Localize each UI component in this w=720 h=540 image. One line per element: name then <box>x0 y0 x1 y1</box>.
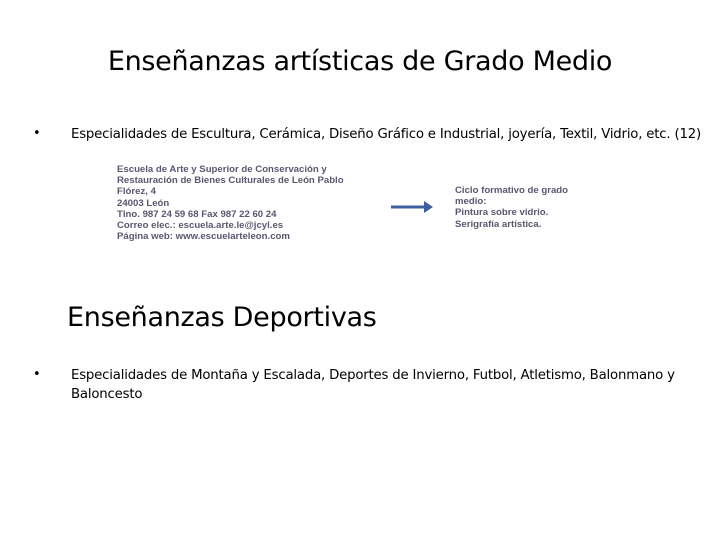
school-line: Tlno. 987 24 59 68 Fax 987 22 60 24 <box>117 208 277 220</box>
section-2-bullet-text <box>71 366 675 404</box>
school-info-image <box>117 164 344 242</box>
bullet-marker: • <box>33 367 41 382</box>
cycle-line: medio: <box>455 196 487 208</box>
cycle-info-image <box>455 185 568 230</box>
section-2-title: Enseñanzas Deportivas <box>67 302 377 333</box>
school-line: Flórez, 4 <box>117 186 156 198</box>
right-arrow-icon <box>390 200 434 214</box>
school-line: 24003 León <box>117 197 170 209</box>
section-1-bullet-text: Especialidades de Escultura, Cerámica, Diseño Gráfico e Industrial, joyería, Textil, Vidrio, etc. (12) <box>71 127 701 142</box>
section-1-title: Enseñanzas artísticas de Grado Medio <box>107 46 613 77</box>
section-2-bullet-line: Especialidades de Montaña y Escalada, Deportes de Invierno, Futbol, Atletismo, Balonmano y <box>71 368 675 383</box>
section-2-bullet-line: Baloncesto <box>71 387 143 402</box>
school-line: Página web: www.escuelarteleon.com <box>117 231 290 243</box>
school-line: Escuela de Arte y Superior de Conservación y <box>117 164 327 175</box>
cycle-line: Serigrafía artística. <box>455 218 542 230</box>
cycle-line: Pintura sobre vidrio. <box>455 207 549 219</box>
cycle-line: Ciclo formativo de grado <box>455 185 569 196</box>
school-line: Correo elec.: escuela.arte.le@jcyl.es <box>117 220 284 232</box>
school-line: Restauración de Bienes Culturales de León Pablo <box>117 175 344 187</box>
bullet-marker: • <box>33 126 41 141</box>
